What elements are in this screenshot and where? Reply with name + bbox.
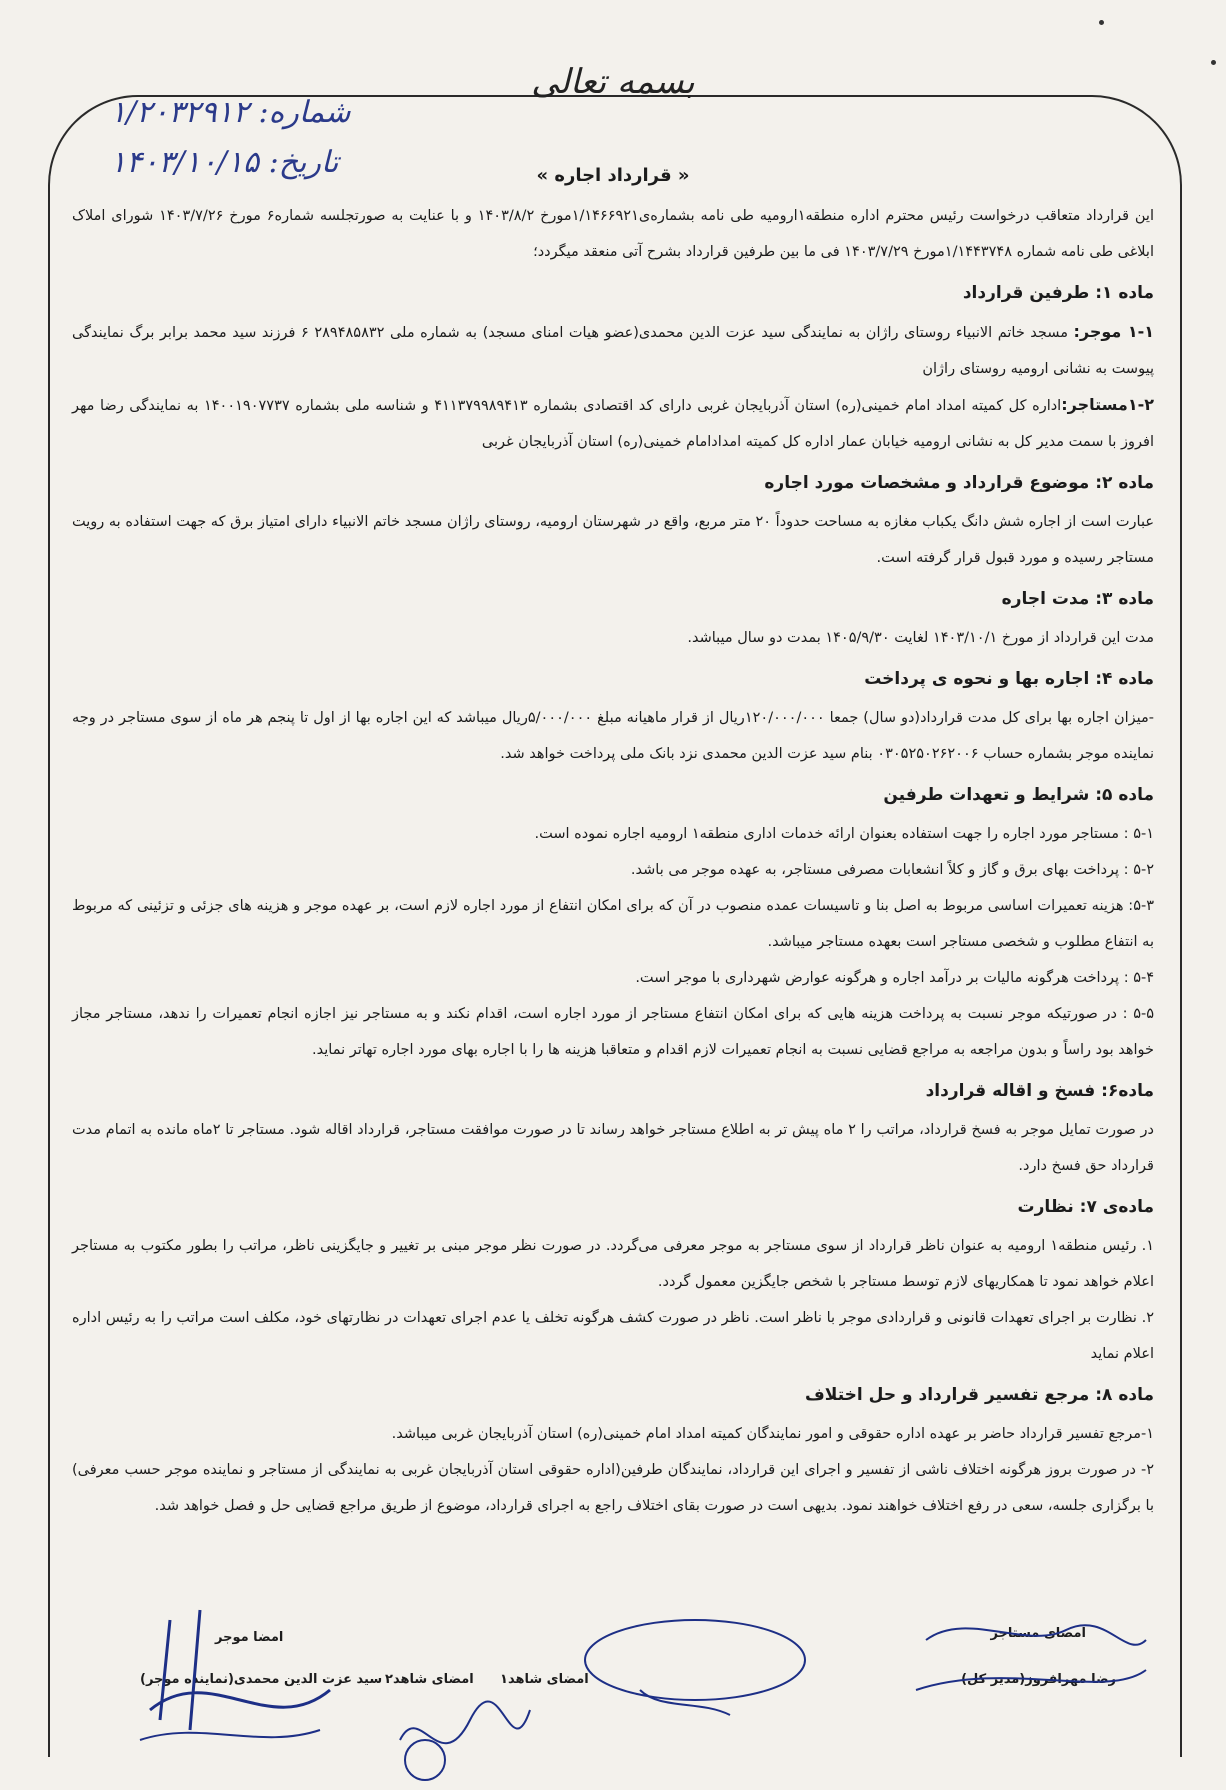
- landlord-signature-label: امضا موجر: [215, 1630, 284, 1645]
- section-5-4: ۵-۴ : پرداخت هرگونه مالیات بر درآمد اجاره و هرگونه عوارض شهرداری با موجر است.: [635, 970, 1154, 986]
- section-4-text: -میزان اجاره بها برای کل مدت قرارداد(دو سال) جمعا ۱۲۰/۰۰۰/۰۰۰ریال از قرار ماهیانه مبلغ ۵/۰۰۰/۰۰۰ریال میباشد که این اجاره بها از اول تا پنجم هر ماه از سوی مستاجر در وجه نماینده موجر بشماره حساب ۰۳۰۵۲۵۰۲۶۲۰۰۶ بنام سید عزت الدین محمدی نزد بانک ملی پرداخت خواهد شد.: [72, 710, 1155, 762]
- section-8-title: ماده ۸: مرجع تفسیر قرارداد و حل اختلاف: [805, 1385, 1154, 1405]
- section-7-1: ۱. رئیس منطقه۱ ارومیه به عنوان ناظر قرارداد از سوی مستاجر به موجر معرفی می‌گردد. در صورت نظر موجر مبنی بر تغییر و جایگزینی ناظر، مراتب را بطور مکتوب به مستاجر اعلام خواهد نمود تا همکاریهای لازم توسط مستاجر با شخص جایگزین معمول گردد.: [72, 1238, 1154, 1290]
- section-6-title: ماده۶: فسخ و اقاله قرارداد: [925, 1081, 1154, 1101]
- landlord-label: ۱-۱ موجر:: [1073, 322, 1155, 341]
- contract-body: [72, 198, 1154, 1524]
- tenant-signature-label: امضای مستاجر: [990, 1626, 1086, 1641]
- section-5-1: ۵-۱ : مستاجر مورد اجاره را جهت استفاده بعنوان ارائه خدمات اداری منطقه۱ ارومیه اجاره نموده است.: [534, 826, 1154, 842]
- witness2-signature-label: امضای شاهد۲: [385, 1672, 474, 1687]
- landlord-signer-name: سید عزت الدین محمدی(نماینده موجر): [140, 1672, 383, 1687]
- section-3-title: ماده ۳: مدت اجاره: [1001, 589, 1154, 609]
- section-8-2: ۲- در صورت بروز هرگونه اختلاف ناشی از تفسیر و اجرای این قرارداد، نمایندگان طرفین(اداره حقوقی استان آذربایجان غربی به نمایندگی از مستاجر و نماینده موجر حسب معرفی) با برگزاری جلسه، سعی در رفع اختلاف خواهند نمود. بدیهی است در صورت بقای اختلاف راجع به اجرای قرارداد، موضوع از طریق مراجع قضایی حل و فصل خواهد شد.: [72, 1462, 1154, 1514]
- section-5-2: ۵-۲ : پرداخت بهای برق و گاز و کلاً انشعابات مصرفی مستاجر، به عهده موجر می باشد.: [630, 862, 1154, 878]
- handwritten-letter-number: شماره: ۱/۲۰۳۲۹۱۲: [110, 95, 351, 130]
- witness2-signature-icon: [380, 1680, 540, 1790]
- section-1-1: [72, 314, 1154, 387]
- signature-area: [0, 1600, 1226, 1790]
- section-5-3: ۵-۳: هزینه تعمیرات اساسی مربوط به اصل بنا و تاسیسات عمده منصوب در آن که برای امکان انتفاع از مورد اجاره لازم است، بر عهده موجر و هزینه های جزئی و تزئینی که مربوط به انتفاع مطلوب و شخصی مستاجر است بعهده مستاجر میباشد.: [72, 898, 1154, 950]
- section-4-title: ماده ۴: اجاره بها و نحوه ی پرداخت: [864, 669, 1154, 689]
- landlord-signature-icon: [110, 1600, 340, 1750]
- tenant-text: اداره کل کمیته امداد امام خمینی(ره) استان آذربایجان غربی دارای کد اقتصادی بشماره ۴۱۱۳۷۹۹۸۹۴۱۳ و شناسه ملی بشماره ۱۴۰۰۱۹۰۷۷۳۷ به نمایندگی رضا مهر افروز با سمت مدیر کل به نشانی ارومیه خیابان عمار اداره کل کمیته امدادامام خمینی(ره) استان آذربایجان غربی: [72, 398, 1154, 450]
- section-7-title: ماده‌ی ۷: نظارت: [1017, 1197, 1154, 1217]
- section-8-1: ۱-مرجع تفسیر قرارداد حاضر بر عهده اداره حقوقی و امور نمایندگان کمیته امداد امام خمینی(ره) استان آذربایجان غربی میباشد.: [391, 1426, 1154, 1442]
- tenant-label: ۱-۲مستاجر:: [1061, 395, 1154, 414]
- tenant-signer-name: رضا مهرافروز(مدیر کل): [961, 1672, 1116, 1687]
- document-title: « قرارداد اجاره »: [536, 165, 690, 186]
- tenant-signature-icon: [906, 1600, 1156, 1710]
- intro-paragraph: این قرارداد متعاقب درخواست رئیس محترم اداره منطقه۱ارومیه طی نامه بشماره‌ی۱/۱۴۶۶۹۲۱مورخ ۱۴۰۳/۸/۲ و با عنایت به صورتجلسه شماره۶ مورخ ۱۴۰۳/۷/۲۶ شورای املاک ابلاغی طی نامه شماره ۱/۱۴۴۳۷۴۸مورخ ۱۴۰۳/۷/۲۹ فی ما بین طرفین قرارداد بشرح آتی منعقد میگردد؛: [72, 208, 1155, 260]
- witness1-signature-label: امضای شاهد۱: [500, 1672, 589, 1687]
- witness1-signature-icon: [580, 1610, 810, 1730]
- scan-dot: [1099, 20, 1104, 25]
- section-7-2: ۲. نظارت بر اجرای تعهدات قانونی و قراردادی موجر با ناظر است. ناظر در صورت کشف هرگونه تخلف یا عدم اجرای تعهدات در نظارتهای خود، مکلف است مراتب را به رئیس اداره اعلام نماید: [72, 1310, 1154, 1362]
- section-1-title: ماده ۱: طرفین قرارداد: [962, 283, 1154, 303]
- section-5-5: ۵-۵ : در صورتیکه موجر نسبت به پرداخت هزینه هایی که برای امکان انتفاع مستاجر از مورد اجاره است، اقدام نکند و به مستاجر نیز اجازه انجام تعمیرات را ندهد، مستاجر مجاز خواهد بود راساً و بدون مراجعه به مراجع قضایی نسبت به انجام تعمیرات لازم اقدام و متعاقبا هزینه ها را با اجاره بهای مورد اجاره تهاتر نماید.: [72, 1006, 1154, 1058]
- section-3-text: مدت این قرارداد از مورخ ۱۴۰۳/۱۰/۱ لغایت ۱۴۰۵/۹/۳۰ بمدت دو سال میباشد.: [687, 630, 1154, 646]
- handwritten-letter-date: تاریخ: ۱۴۰۳/۱۰/۱۵: [110, 145, 339, 180]
- section-2-title: ماده ۲: موضوع قرارداد و مشخصات مورد اجاره: [764, 473, 1154, 493]
- section-5-title: ماده ۵: شرایط و تعهدات طرفین: [883, 785, 1154, 805]
- section-6-text: در صورت تمایل موجر به فسخ قرارداد، مراتب را ۲ ماه پیش تر به اطلاع مستاجر خواهد رساند تا در صورت موافقت مستاجر، قرارداد اقاله شود. مستاجر تا ۲ماه مانده به اتمام مدت قرارداد حق فسخ دارد.: [72, 1122, 1155, 1174]
- landlord-text: مسجد خاتم الانبیاء روستای راژان به نمایندگی سید عزت الدین محمدی(عضو هیات امنای مسجد) به شماره ملی ۲۸۹۴۸۵۸۳۲ ۶ فرزند سید محمد برابر برگ نمایندگی پیوست به نشانی ارومیه روستای راژان: [72, 325, 1154, 377]
- bismillah-heading: بسمه تعالی: [531, 62, 695, 102]
- section-1-2: [72, 387, 1154, 460]
- section-2-text: عبارت است از اجاره شش دانگ یکباب مغازه به مساحت حدوداً ۲۰ متر مربع، واقع در شهرستان ارومیه، روستای راژان مسجد خاتم الانبیاء دارای امتیاز برق که جهت استفاده به رویت مستاجر رسیده و مورد قبول قرار گرفته است.: [72, 514, 1154, 566]
